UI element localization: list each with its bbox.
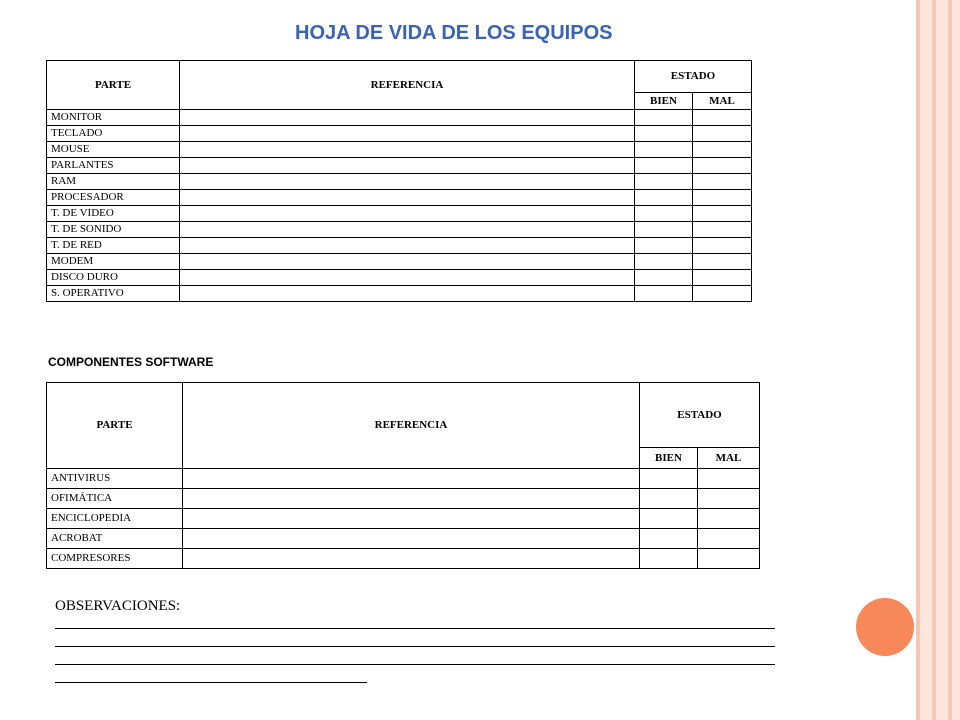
bien-cell[interactable] [640, 509, 698, 529]
referencia-cell[interactable] [180, 110, 635, 126]
part-name-cell: MONITOR [47, 110, 180, 126]
referencia-cell[interactable] [183, 489, 640, 509]
table-row [47, 142, 752, 158]
decor-stripe [952, 0, 960, 720]
mal-cell[interactable] [693, 158, 752, 174]
observations-line [55, 682, 367, 683]
table-row [47, 469, 760, 489]
hardware-table-body [47, 110, 752, 302]
header-estado: ESTADO [635, 61, 752, 93]
referencia-cell[interactable] [180, 126, 635, 142]
table-row [47, 489, 760, 509]
observations-line [55, 646, 775, 647]
page-title: HOJA DE VIDA DE LOS EQUIPOS [295, 22, 613, 44]
bien-cell[interactable] [635, 222, 693, 238]
referencia-cell[interactable] [180, 206, 635, 222]
bien-cell[interactable] [640, 489, 698, 509]
bien-cell[interactable] [635, 110, 693, 126]
table-row [47, 126, 752, 142]
table-row [47, 222, 752, 238]
table-row [47, 270, 752, 286]
header-mal: MAL [693, 93, 752, 110]
mal-cell[interactable] [693, 238, 752, 254]
part-name-cell: OFIMÁTICA [47, 489, 183, 509]
observations-line [55, 628, 775, 629]
header-parte: PARTE [47, 61, 180, 110]
header-bien: BIEN [635, 93, 693, 110]
mal-cell[interactable] [693, 174, 752, 190]
decor-stripe [936, 0, 948, 720]
header-referencia: REFERENCIA [180, 61, 635, 110]
bien-cell[interactable] [635, 238, 693, 254]
decor-stripe [920, 0, 932, 720]
referencia-cell[interactable] [180, 174, 635, 190]
header-estado: ESTADO [640, 383, 760, 448]
part-name-cell: S. OPERATIVO [47, 286, 180, 302]
part-name-cell: TECLADO [47, 126, 180, 142]
header-referencia: REFERENCIA [183, 383, 640, 469]
table-row [47, 286, 752, 302]
software-section-title: COMPONENTES SOFTWARE [48, 355, 214, 369]
referencia-cell[interactable] [183, 509, 640, 529]
mal-cell[interactable] [693, 222, 752, 238]
bien-cell[interactable] [635, 126, 693, 142]
bien-cell[interactable] [640, 529, 698, 549]
mal-cell[interactable] [693, 126, 752, 142]
mal-cell[interactable] [693, 190, 752, 206]
bien-cell[interactable] [640, 469, 698, 489]
referencia-cell[interactable] [183, 529, 640, 549]
table-row [47, 158, 752, 174]
observations-line [55, 664, 775, 665]
decor-circle [856, 598, 914, 656]
bien-cell[interactable] [635, 190, 693, 206]
mal-cell[interactable] [698, 469, 760, 489]
part-name-cell: ACROBAT [47, 529, 183, 549]
table-row [47, 238, 752, 254]
mal-cell[interactable] [698, 509, 760, 529]
mal-cell[interactable] [693, 270, 752, 286]
referencia-cell[interactable] [180, 222, 635, 238]
referencia-cell[interactable] [180, 238, 635, 254]
referencia-cell[interactable] [183, 469, 640, 489]
part-name-cell: RAM [47, 174, 180, 190]
mal-cell[interactable] [693, 254, 752, 270]
referencia-cell[interactable] [180, 286, 635, 302]
table-row [47, 549, 760, 569]
table-row [47, 190, 752, 206]
mal-cell[interactable] [698, 529, 760, 549]
part-name-cell: T. DE VIDEO [47, 206, 180, 222]
part-name-cell: ENCICLOPEDIA [47, 509, 183, 529]
observations-label: OBSERVACIONES: [55, 598, 181, 614]
bien-cell[interactable] [635, 142, 693, 158]
part-name-cell: ANTIVIRUS [47, 469, 183, 489]
table-row [47, 509, 760, 529]
table-row [47, 174, 752, 190]
bien-cell[interactable] [635, 254, 693, 270]
header-parte: PARTE [47, 383, 183, 469]
referencia-cell[interactable] [180, 190, 635, 206]
mal-cell[interactable] [693, 142, 752, 158]
mal-cell[interactable] [698, 549, 760, 569]
table-row [47, 529, 760, 549]
referencia-cell[interactable] [180, 158, 635, 174]
table-row [47, 206, 752, 222]
table-row [47, 254, 752, 270]
part-name-cell: PARLANTES [47, 158, 180, 174]
bien-cell[interactable] [635, 174, 693, 190]
bien-cell[interactable] [640, 549, 698, 569]
bien-cell[interactable] [635, 158, 693, 174]
referencia-cell[interactable] [183, 549, 640, 569]
header-mal: MAL [698, 448, 760, 469]
referencia-cell[interactable] [180, 254, 635, 270]
part-name-cell: COMPRESORES [47, 549, 183, 569]
header-bien: BIEN [640, 448, 698, 469]
part-name-cell: DISCO DURO [47, 270, 180, 286]
bien-cell[interactable] [635, 206, 693, 222]
table-row [47, 110, 752, 126]
table-header-row [47, 61, 752, 93]
part-name-cell: T. DE SONIDO [47, 222, 180, 238]
part-name-cell: MOUSE [47, 142, 180, 158]
part-name-cell: PROCESADOR [47, 190, 180, 206]
mal-cell[interactable] [693, 286, 752, 302]
part-name-cell: MODEM [47, 254, 180, 270]
part-name-cell: T. DE RED [47, 238, 180, 254]
software-table-body [47, 469, 760, 569]
mal-cell[interactable] [693, 206, 752, 222]
mal-cell[interactable] [698, 489, 760, 509]
referencia-cell[interactable] [180, 270, 635, 286]
referencia-cell[interactable] [180, 142, 635, 158]
table-header-row [47, 383, 760, 448]
bien-cell[interactable] [635, 270, 693, 286]
bien-cell[interactable] [635, 286, 693, 302]
software-table [46, 382, 760, 569]
mal-cell[interactable] [693, 110, 752, 126]
hardware-table [46, 60, 752, 302]
